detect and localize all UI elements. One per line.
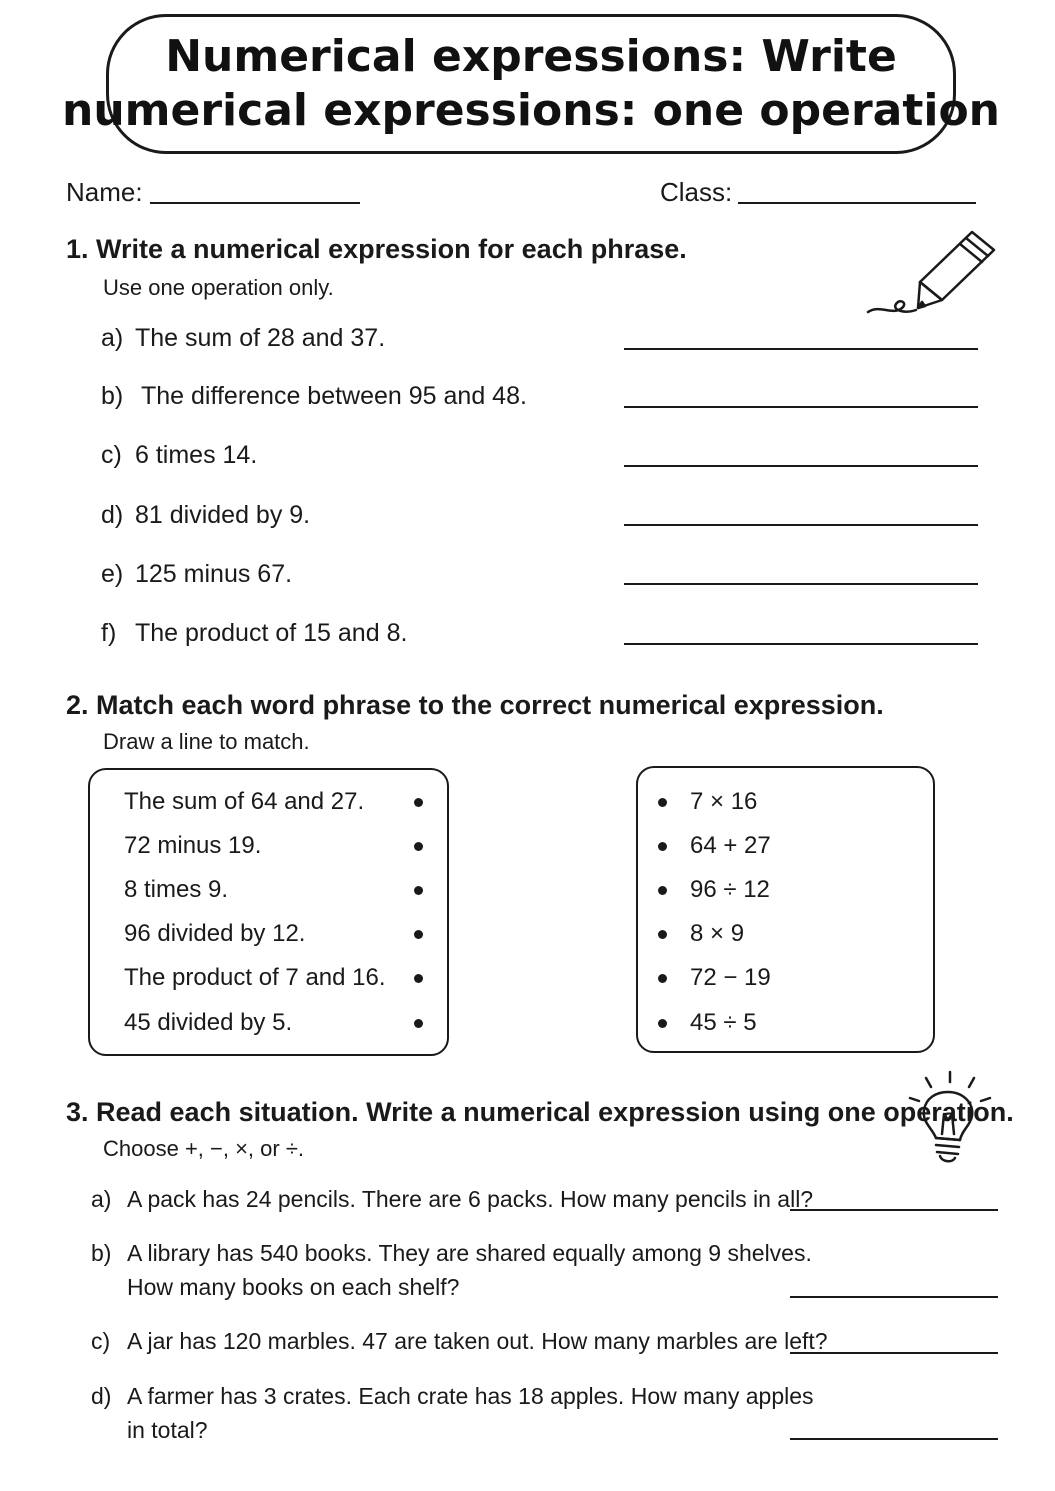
q1-answer-line-c[interactable] <box>624 465 978 467</box>
q3-answer-line-c[interactable] <box>790 1352 998 1354</box>
q1-instruction: Use one operation only. <box>103 275 334 300</box>
q1-answer-line-b[interactable] <box>624 406 978 408</box>
expression-item: 45 ÷ 5 <box>690 1009 757 1036</box>
q3-answer-line-d[interactable] <box>790 1438 998 1440</box>
phrase-match-dot[interactable] <box>414 974 423 983</box>
q1-item-a: a) The sum of 28 and 37. <box>101 324 386 352</box>
q2-instruction: Draw a line to match. <box>103 729 310 754</box>
expression-match-dot[interactable] <box>658 930 667 939</box>
q1-answer-line-f[interactable] <box>624 643 978 645</box>
q1-item-d: d) 81 divided by 9. <box>101 501 311 529</box>
title-line-2: numerical expressions: one operation <box>62 85 1001 136</box>
q3-answer-line-a[interactable] <box>790 1209 998 1211</box>
expression-item: 96 ÷ 12 <box>690 876 770 903</box>
q3-item-a: a) A pack has 24 pencils. There are 6 packs. How many pencils in all? <box>91 1186 814 1212</box>
q1-answer-line-e[interactable] <box>624 583 978 585</box>
q1-answer-line-d[interactable] <box>624 524 978 526</box>
expression-item: 8 × 9 <box>690 920 745 947</box>
pencil-icon <box>862 224 1002 324</box>
phrase-item: The product of 7 and 16. <box>124 964 386 991</box>
phrase-item: 72 minus 19. <box>124 832 262 859</box>
q1-item-f: f) The product of 15 and 8. <box>101 619 408 647</box>
phrase-match-dot[interactable] <box>414 1019 423 1028</box>
expression-item: 64 + 27 <box>690 832 771 859</box>
q3-item-c: c) A jar has 120 marbles. 47 are taken out. How many marbles are left? <box>91 1328 828 1354</box>
phrase-item: 96 divided by 12. <box>124 920 306 947</box>
q1-heading: 1. Write a numerical expression for each phrase. <box>66 234 687 264</box>
name-label: Name: <box>66 177 143 207</box>
class-answer-line[interactable] <box>738 202 976 204</box>
q3-item-d: d) A farmer has 3 crates. Each crate has 18 apples. How many apples in total? <box>91 1383 814 1443</box>
expression-match-dot[interactable] <box>658 798 667 807</box>
phrase-match-dot[interactable] <box>414 798 423 807</box>
class-label: Class: <box>660 177 733 207</box>
phrase-item: 45 divided by 5. <box>124 1009 293 1036</box>
expression-item: 7 × 16 <box>690 788 758 815</box>
expression-match-dot[interactable] <box>658 1019 667 1028</box>
phrase-match-dot[interactable] <box>414 930 423 939</box>
phrase-item: The sum of 64 and 27. <box>124 788 365 815</box>
q2-heading: 2. Match each word phrase to the correct numerical expression. <box>66 690 884 720</box>
q3-instruction: Choose +, −, ×, or ÷. <box>103 1136 305 1161</box>
expression-match-dot[interactable] <box>658 842 667 851</box>
expression-match-dot[interactable] <box>658 886 667 895</box>
q3-item-b: b) A library has 540 books. They are shared equally among 9 shelves. How many books on each shelf? <box>91 1240 812 1300</box>
phrase-item: 8 times 9. <box>124 876 229 903</box>
q3-heading: 3. Read each situation. Write a numerical expression using one operation. <box>66 1097 1014 1127</box>
q1-item-e: e) 125 minus 67. <box>101 560 293 588</box>
q3-answer-line-b[interactable] <box>790 1296 998 1298</box>
phrase-match-dot[interactable] <box>414 842 423 851</box>
title-banner <box>62 14 1001 154</box>
q1-answer-line-a[interactable] <box>624 348 978 350</box>
expression-match-dot[interactable] <box>658 974 667 983</box>
expressions-box <box>636 766 935 1053</box>
name-answer-line[interactable] <box>150 202 360 204</box>
phrase-match-dot[interactable] <box>414 886 423 895</box>
expression-item: 72 − 19 <box>690 964 771 991</box>
q1-item-c: c) 6 times 14. <box>101 441 258 469</box>
title-line-1: Numerical expressions: Write <box>165 31 897 82</box>
q1-item-b: b) The difference between 95 and 48. <box>101 382 527 410</box>
